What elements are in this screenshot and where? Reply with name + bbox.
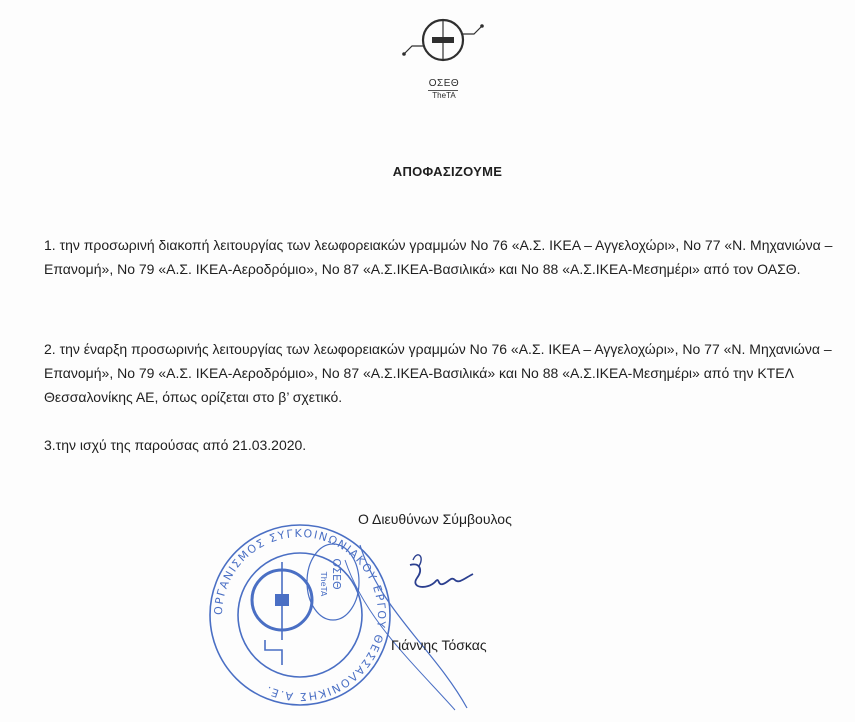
- handwritten-signature-icon: [410, 564, 473, 587]
- decision-heading: ΑΠΟΦΑΣΙΖΟΥΜΕ: [392, 164, 503, 179]
- signatory-title: Ο Διευθύνων Σύμβουλος: [358, 511, 512, 527]
- decision-item-3: 3.την ισχύ της παρούσας από 21.03.2020.: [44, 437, 307, 453]
- stamp-ring-text: ΟΡΓΑΝΙΣΜΟΣ ΣΥΓΚΟΙΝΩΝΙΑΚΟΥ ΕΡΓΟΥ ΘΕΣΣΑΛΟΝΙΚΗΣ Α.Ε.: [211, 526, 389, 704]
- stamp-inner-bottom: TheTA: [319, 571, 328, 597]
- stamp-inner-top: ΟΣΕΘ: [330, 558, 343, 590]
- decision-item-2: 2. την έναρξη προσωρινής λειτουργίας των λεωφορειακών γραμμών Νο 76 «Α.Σ. ΙΚΕΑ – Αγγελοχώρι», Νο 77 «Ν. Μηχανιώνα – Επανομή», Νο 79 «Α.Σ. ΙΚΕΑ-Αεροδρόμιο», Νο 87 «Α.Σ.ΙΚΕΑ-Βασιλικά» και Νο 88 «Α.Σ.ΙΚΕΑ-Μεσημέρι» από την ΚΤΕΛ Θεσσαλονίκης ΑΕ, όπως ορίζεται στο β’ σχετικό.: [44, 341, 832, 405]
- logo-caption-bottom: TheTA: [432, 91, 456, 100]
- logo-caption-top: ΟΣΕΘ: [428, 78, 460, 89]
- signatory-name: Γιάννης Τόσκας: [391, 637, 487, 653]
- decision-item-1: 1. την προσωρινή διακοπή λειτουργίας των λεωφορειακών γραμμών Νο 76 «Α.Σ. ΙΚΕΑ – Αγγελοχώρι», Νο 77 «Ν. Μηχανιώνα – Επανομή», Νο 79 «Α.Σ. ΙΚΕΑ-Αεροδρόμιο», Νο 87 «Α.Σ.ΙΚΕΑ-Βασιλικά» και Νο 88 «Α.Σ.ΙΚΕΑ-Μεσημέρι» από τον ΟΑΣΘ.: [44, 237, 833, 277]
